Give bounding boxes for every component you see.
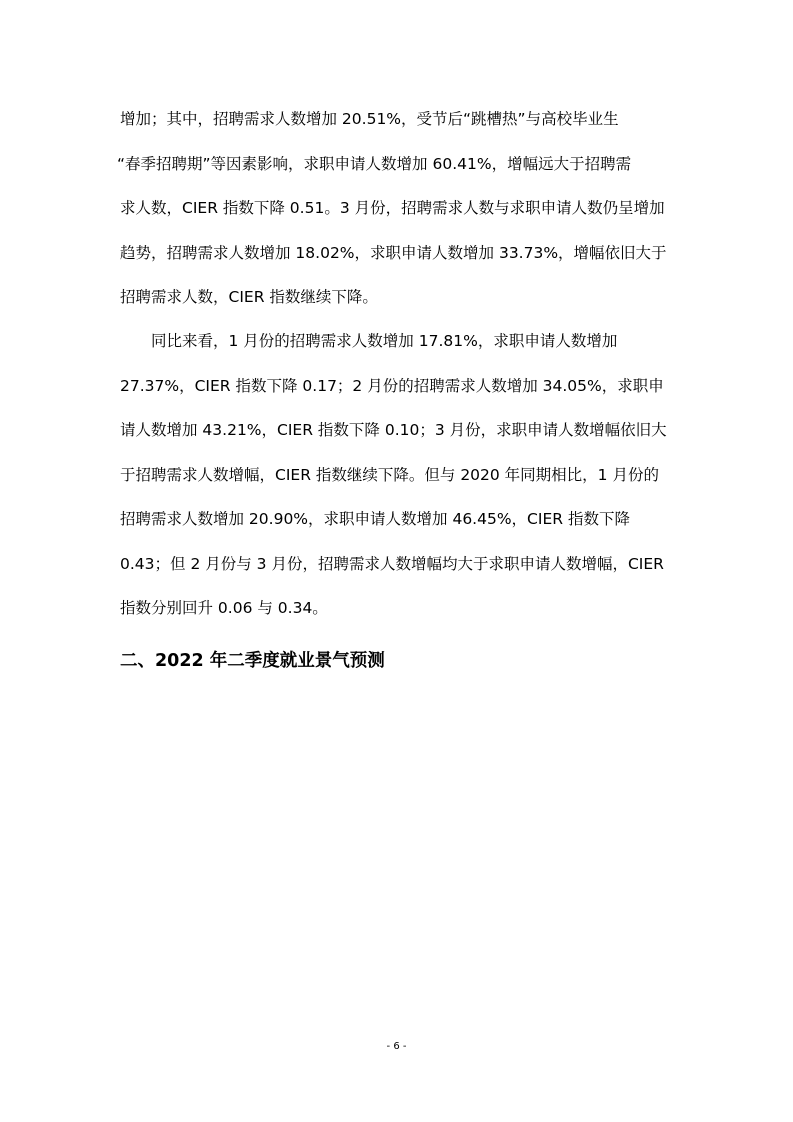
paragraph-1-line-3: 求人数，CIER 指数下降 0.51。3 月份，招聘需求人数与求职申请人数仍呈增加	[120, 199, 665, 217]
page-number: - 6 -	[386, 1041, 407, 1052]
paragraph-2-line-2: 27.37%，CIER 指数下降 0.17；2 月份的招聘需求人数增加 34.05%，求职申	[120, 377, 664, 395]
paragraph-1-line-5: 招聘需求人数，CIER 指数继续下降。	[120, 288, 378, 306]
section-heading: 二、2022 年二季度就业景气预测	[120, 651, 385, 671]
paragraph-2-line-3: 请人数增加 43.21%，CIER 指数下降 0.10；3 月份，求职申请人数增幅依旧大	[120, 421, 667, 439]
paragraph-2-line-4: 于招聘需求人数增幅，CIER 指数继续下降。但与 2020 年同期相比，1 月份的	[120, 466, 659, 484]
paragraph-1-line-1: 增加；其中，招聘需求人数增加 20.51%，受节后“跳槽热”与高校毕业生	[120, 110, 619, 128]
paragraph-2-line-1: 同比来看，1 月份的招聘需求人数增加 17.81%，求职申请人数增加	[151, 332, 618, 350]
paragraph-1-line-4: 趋势，招聘需求人数增加 18.02%，求职申请人数增加 33.73%，增幅依旧大于	[120, 244, 667, 262]
paragraph-1-line-2: “春季招聘期”等因素影响，求职申请人数增加 60.41%，增幅远大于招聘需	[117, 155, 632, 173]
paragraph-2-line-6: 0.43；但 2 月份与 3 月份，招聘需求人数增幅均大于求职申请人数增幅，CIER	[120, 555, 664, 573]
paragraph-2-line-5: 招聘需求人数增加 20.90%，求职申请人数增加 46.45%，CIER 指数下降	[120, 510, 630, 528]
paragraph-2-line-7: 指数分别回升 0.06 与 0.34。	[120, 599, 328, 617]
